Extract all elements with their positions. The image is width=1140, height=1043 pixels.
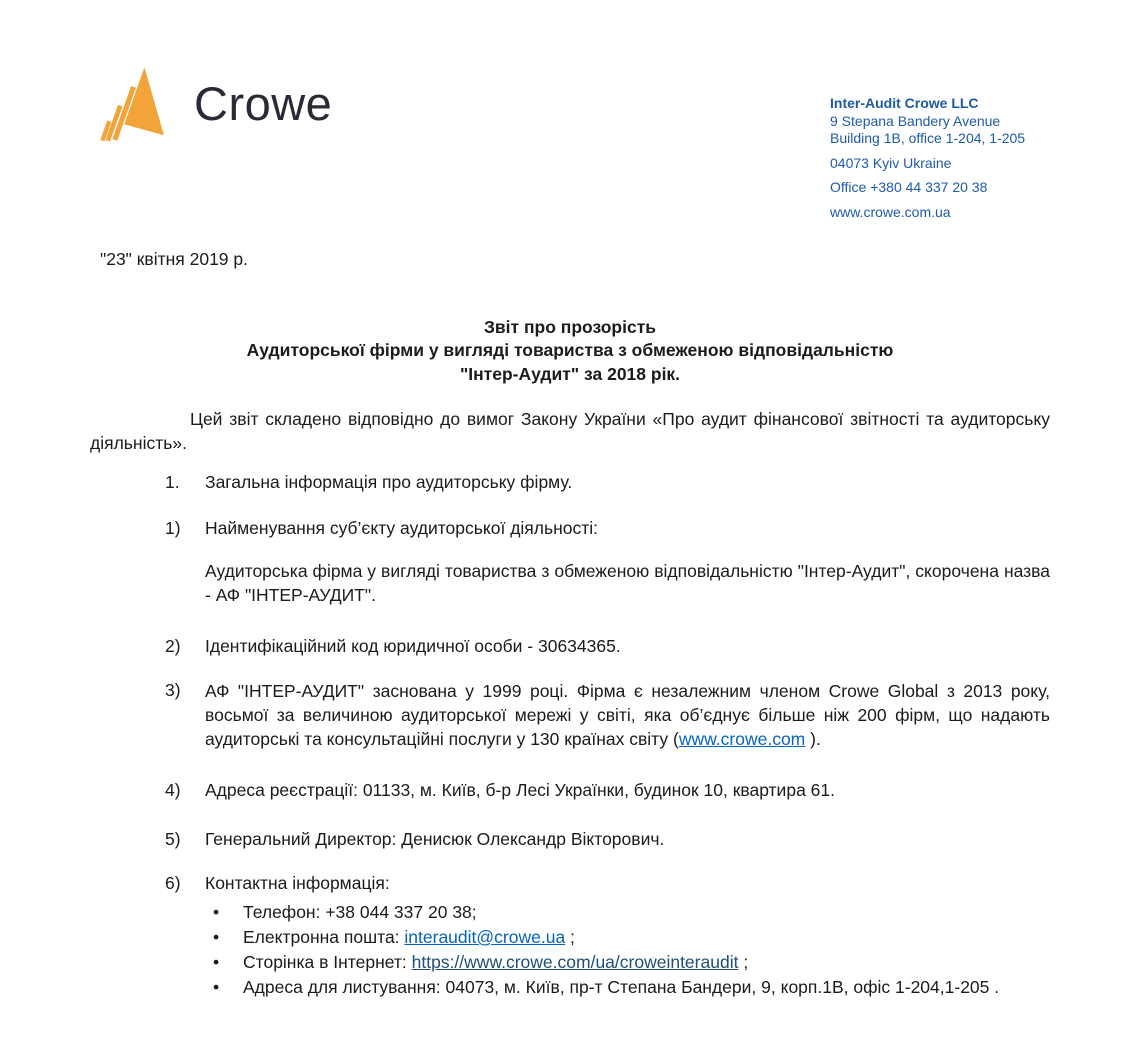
- list-item-1: [165, 471, 1050, 495]
- list-item-sub1: [165, 517, 1050, 541]
- list-item-text: Адреса реєстрації: 01133, м. Київ, б-р Лесі Українки, будинок 10, квартира 61.: [205, 779, 835, 800]
- crowe-com-link[interactable]: www.crowe.com: [678, 728, 806, 749]
- sub3-text-before: АФ "ІНТЕР-АУДИТ" заснована у 1999 році. Фірма є незалежним членом Crowe Global з 2013 року, восьмої за величиною аудиторської мережі у світі, яка об’єднує більше ніж 200 фірм, що надають аудиторські та консультаційні послуги у 130 країнах світу (: [205, 680, 1050, 749]
- list-item-number: 3): [165, 679, 181, 700]
- document-date: "23" квітня 2019 р.: [100, 249, 248, 269]
- numbered-list-continued: [165, 635, 1050, 895]
- list-item-sub2: [165, 635, 1050, 659]
- website-label: Сторінка в Інтернет:: [243, 952, 412, 972]
- list-item-sub4: [165, 779, 1050, 803]
- list-item-text: [205, 679, 1050, 751]
- letterhead-header: [0, 0, 1140, 221]
- bullet-website: [213, 950, 1050, 975]
- document-title: [0, 316, 1140, 387]
- bullet-text: [243, 950, 1050, 975]
- intro-paragraph: Цей звіт складено відповідно до вимог Закону України «Про аудит фінансової звітності та аудиторську діяльність».: [90, 409, 1050, 453]
- crowe-logo: [100, 62, 332, 146]
- website-link[interactable]: https://www.crowe.com/ua/croweinteraudit: [411, 952, 739, 972]
- letterhead-company: Inter-Audit Crowe LLC: [830, 95, 979, 111]
- list-item-number: 1): [165, 517, 181, 538]
- crowe-wordmark: Crowe: [194, 77, 333, 130]
- list-item-sub5: [165, 828, 1050, 852]
- sub3-text-after: ).: [805, 728, 821, 749]
- title-line-1: Звіт про прозорість: [483, 316, 657, 337]
- numbered-list: [165, 471, 1050, 540]
- list-item-sub3: [165, 679, 1050, 751]
- firm-name-paragraph: Аудиторська фірма у вигляді товариства з обмеженою відповідальністю "Інтер-Аудит", скорочена назва - АФ "ІНТЕР-АУДИТ".: [205, 561, 1050, 605]
- list-item-sub6: [165, 872, 1050, 896]
- letterhead-address-1: 9 Stepana Bandery Avenue: [830, 112, 1001, 129]
- list-item-number: 4): [165, 779, 181, 800]
- list-item-text: Контактна інформація:: [205, 872, 390, 893]
- contact-bullet-list: [213, 900, 1050, 1000]
- bullet-email: [213, 925, 1050, 950]
- title-line-3: "Інтер-Аудит" за 2018 рік.: [459, 363, 681, 384]
- bullet-marker: •: [213, 927, 220, 947]
- list-item-number: 6): [165, 872, 181, 893]
- email-label: Електронна пошта:: [243, 927, 405, 947]
- website-suffix: ;: [738, 952, 749, 972]
- bullet-text: Адреса для листування: 04073, м. Київ, пр-т Степана Бандери, 9, корп.1В, офіс 1-204,1-205 .: [243, 977, 1000, 997]
- letterhead-address-2: Building 1B, office 1-204, 1-205: [830, 130, 1026, 146]
- title-line-2: Аудиторської фірми у вигляді товариства з обмеженою відповідальністю: [246, 340, 894, 360]
- bullet-phone: [213, 900, 1050, 925]
- letterhead-website: www.crowe.com.ua: [830, 203, 951, 220]
- letterhead-city: 04073 Kyiv Ukraine: [830, 154, 952, 171]
- bullet-marker: •: [213, 977, 220, 997]
- list-item-text: Найменування суб’єкту аудиторської діяльності:: [205, 517, 599, 538]
- letterhead-contact-block: [830, 95, 1068, 221]
- crowe-pinnacle-icon: [100, 62, 178, 146]
- list-item-text: Генеральний Директор: Денисюк Олександр Вікторович.: [205, 829, 665, 849]
- letterhead-phone: Office +380 44 337 20 38: [830, 179, 988, 195]
- list-item-text: Ідентифікаційний код юридичної особи - 30634365.: [205, 636, 621, 656]
- email-link[interactable]: interaudit@crowe.ua: [404, 927, 566, 947]
- bullet-marker: •: [213, 952, 220, 972]
- email-suffix: ;: [565, 927, 575, 947]
- list-item-number: 2): [165, 636, 181, 656]
- bullet-text: [243, 925, 1050, 950]
- bullet-text: Телефон: +38 044 337 20 38;: [243, 902, 477, 922]
- list-item-number: 5): [165, 829, 181, 849]
- bullet-mail-address: [213, 975, 1050, 1000]
- bullet-marker: •: [213, 902, 220, 922]
- list-item-text: Загальна інформація про аудиторську фірму.: [205, 472, 573, 492]
- list-item-number: 1.: [165, 472, 180, 492]
